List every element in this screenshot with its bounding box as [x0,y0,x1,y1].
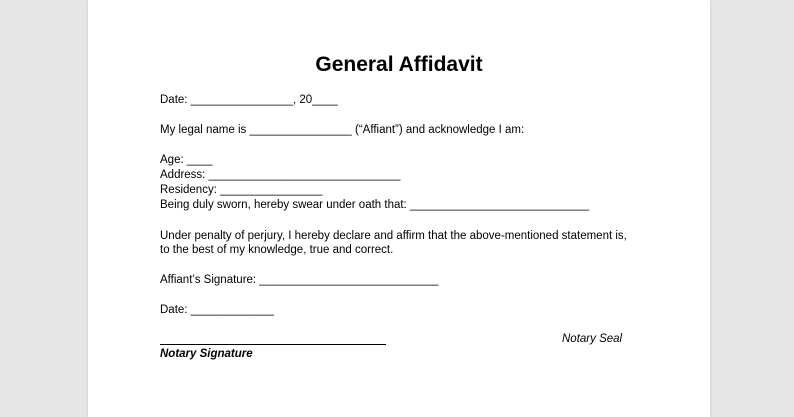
notary-seal-label: Notary Seal [562,333,623,345]
residency-line: Residency: ________________ [160,184,323,196]
notary-signature-label: Notary Signature [160,348,253,360]
affiant-signature-line: Affiant’s Signature: ____________________________ [160,274,439,286]
date-line: Date: ________________, 20____ [160,94,338,106]
notary-signature-rule [160,344,386,345]
document-page [88,0,710,417]
perjury-statement-line-2: to the best of my knowledge, true and correct. [160,244,394,256]
address-line: Address: ______________________________ [160,169,401,181]
perjury-statement-line-1: Under penalty of perjury, I hereby declare and affirm that the above-mentioned statement is, [160,230,627,242]
second-date-line: Date: _____________ [160,304,274,316]
age-line: Age: ____ [160,154,213,166]
legal-name-line: My legal name is ________________ (“Affiant”) and acknowledge I am: [160,124,525,136]
sworn-statement-line: Being duly sworn, hereby swear under oath that: ____________________________ [160,199,590,211]
document-title: General Affidavit [315,53,483,76]
